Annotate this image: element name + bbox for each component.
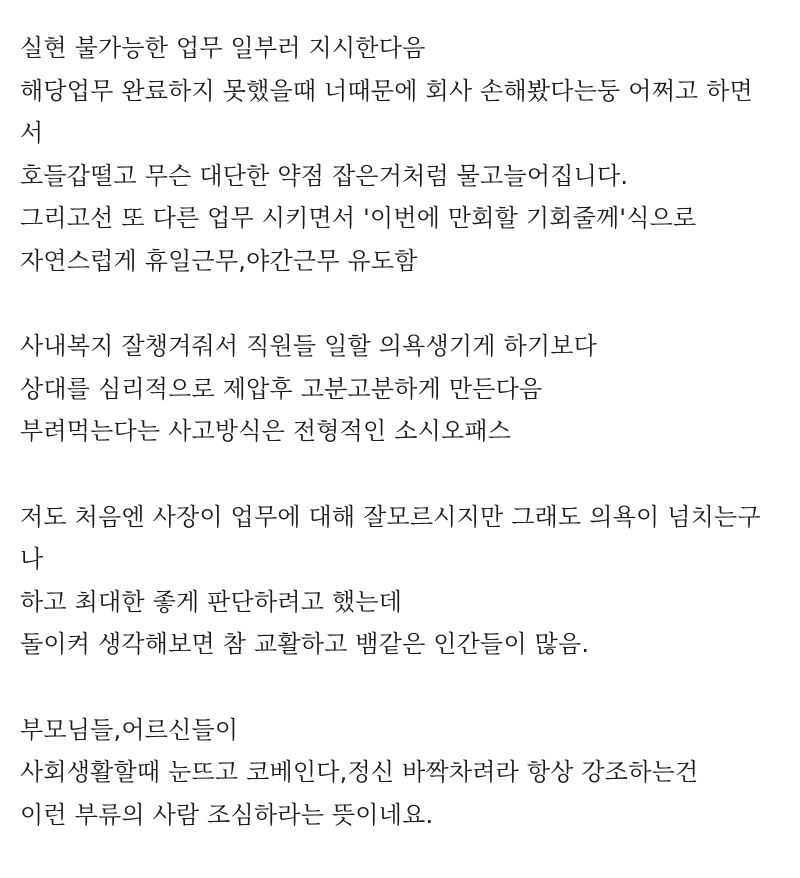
- text-line: 호들갑떨고 무슨 대단한 약점 잡은거처럼 물고늘어집니다.: [20, 161, 629, 190]
- text-line: 자연스럽게 휴일근무,야간근무 유도함: [20, 246, 418, 275]
- text-line: 저도 처음엔 사장이 업무에 대해 잘모르시지만 그래도 의욕이 넘치는구: [20, 502, 761, 531]
- text-line: 하고 최대한 좋게 판단하려고 했는데: [20, 587, 403, 616]
- text-line: 해당업무 완료하지 못했을때 너때문에 회사 손해봤다는둥 어쩌고 하면: [20, 76, 753, 105]
- text-line: 서: [20, 119, 44, 148]
- blank-line: [20, 453, 800, 496]
- text-line: 나: [20, 545, 44, 574]
- text-line: 돌이켜 생각해보면 참 교활하고 뱀같은 인간들이 많음.: [20, 630, 590, 659]
- text-line: 부모님들,어르신들이: [20, 715, 239, 744]
- text-line: 상대를 심리적으로 제압후 고분고분하게 만든다음: [20, 374, 543, 403]
- text-line: 그리고선 또 다른 업무 시키면서 '이번에 만회할 기회줄께'식으로: [20, 204, 697, 233]
- text-line: 사회생활할때 눈뜨고 코베인다,정신 바짝차려라 항상 강조하는건: [20, 758, 699, 787]
- text-line: 부려먹는다는 사고방식은 전형적인 소시오패스: [20, 417, 512, 446]
- text-line: 이런 부류의 사람 조심하라는 뜻이네요.: [20, 800, 434, 829]
- text-line: 사내복지 잘챙겨줘서 직원들 일할 의욕생기게 하기보다: [20, 332, 597, 361]
- blank-line: [20, 666, 800, 709]
- text-line: 실현 불가능한 업무 일부러 지시한다음: [20, 34, 426, 62]
- blank-line: [20, 283, 800, 326]
